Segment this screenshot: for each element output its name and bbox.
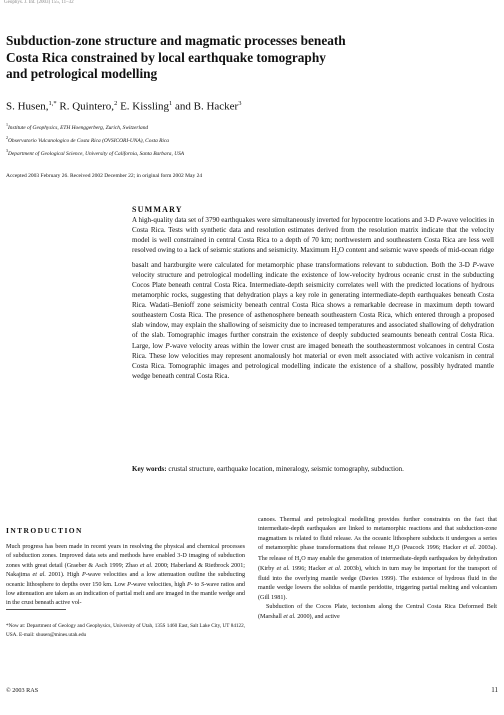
body-run: 2000; Haberland & Rietbrock 2001; Nakajima xyxy=(6,562,246,579)
affiliation-text: Observatorio Vulcanologico de Costa Rica (OVSICORI-UNA), Costa Rica xyxy=(8,137,169,144)
body-italic: et al. xyxy=(283,613,296,620)
body-italic: et al. xyxy=(462,545,477,552)
body-run: O (Peacock 1996; Hacker xyxy=(394,545,463,552)
abstract-run: -wave velocity areas within the lower crust are imaged beneath the southeasternmost volcanoes in central Costa Rica. These low velocities may represent anomalously hot material or even melt associated with active volcanism in central Costa Rica. Tomographic images and petrological modelling indicate the existence of a shallow, possibly hydrated mantle wedge beneath central Costa Rica. xyxy=(132,341,494,380)
affiliation xyxy=(6,120,184,133)
affiliation-text: Department of Geological Science, University of California, Santa Barbara, USA xyxy=(8,150,185,157)
author-name: R. Quintero, xyxy=(56,100,115,113)
title-line: Costa Rica constrained by local earthquake tomography xyxy=(6,49,326,65)
body-run: 1996; Hacker xyxy=(289,566,329,573)
introduction-left-column xyxy=(6,543,245,609)
author-affil-mark: 1,* xyxy=(48,100,57,107)
abstract-subscript: 2 xyxy=(336,251,339,257)
body-subscript: 2 xyxy=(299,558,302,564)
affiliation-number: 1 xyxy=(6,122,8,127)
author-list xyxy=(6,100,241,113)
affiliation-list xyxy=(6,120,184,159)
affiliation-text: Institute of Geophysics, ETH Hoenggerberg, Zurich, Switzerland xyxy=(8,124,149,131)
footnote-divider xyxy=(6,609,66,610)
body-run: -wave velocities, high xyxy=(130,581,188,588)
affiliation-number: 3 xyxy=(6,148,8,153)
keywords xyxy=(132,464,494,474)
body-run: -wave velocities and a low attenuation outline the subducting oceanic lithosphere to depths over 150 km. Low xyxy=(6,572,246,588)
paper-title xyxy=(6,33,476,83)
affiliation xyxy=(6,133,184,146)
body-italic: et al. xyxy=(328,566,342,573)
abstract-text xyxy=(132,215,494,381)
body-italic: S xyxy=(201,581,205,588)
author-affil-mark: 1 xyxy=(168,100,173,107)
body-run: 2001). High xyxy=(45,572,82,579)
body-italic: et al. xyxy=(32,572,46,579)
body-run: Subduction of the Cocos Plate, tectonism along the Central Costa Rica Deformed Belt (Marshall xyxy=(258,604,497,620)
abstract-run: -wave velocities in Costa Rica. Tests with synthetic data and resolution estimates derived from the resolution matrix indicate that the velocity model is well constrained in central Costa Rica to a depth of 70 km; northwestern and southeastern Costa Rica are less well resolved owing to a lack of seismic stations and seismicity. Maximum H xyxy=(132,216,494,255)
body-subscript: 2 xyxy=(392,547,395,553)
body-run: O may enable the generation of intermediate-depth earthquakes by dehydration (Kirby xyxy=(258,555,497,573)
affiliation xyxy=(6,146,184,159)
copyright-notice: © 2003 RAS xyxy=(6,687,39,694)
body-italic: P xyxy=(81,572,86,579)
body-run: 2003a). The release of H xyxy=(258,545,498,562)
author-name: S. Husen, xyxy=(6,100,49,113)
affiliation-number: 2 xyxy=(6,135,8,140)
body-run: 2003b), which in turn may be important for the transport of fluid into the overlying mantle wedge (Davies 1999). The existence of hydrous fluid in the mantle wedge lowers the solidus of mantle peridotite, triggering partial melting and volcanism (Gill 1981). xyxy=(258,566,498,601)
author-affil-mark: 3 xyxy=(238,100,242,107)
abstract-run: A high-quality data set of 3790 earthquakes were simultaneously inverted for hypocentre locations and 3-D xyxy=(132,216,437,224)
keywords-label: Key words: xyxy=(132,465,167,473)
abstract-run: -wave velocity structure and petrological modelling indicate the existence of low-velocity hydrous oceanic crust in the subducting Cocos Plate beneath central Costa Rica. Intermediate-depth seismicity correlates well with the predicted locations of hydrous metamorphic rocks, suggesting that dehydration plays a key role in generating intermediate-depth earthquakes beneath Costa Rica. Wadati–Benioff zone seismicity beneath central Costa Rica shows a remarkable decrease in maximum depth toward southeastern Costa Rica. The presence of asthenosphere beneath southeastern Costa Rica, which entered through a proposed slab window, may explain the shallowing of seismicity due to increased temperatures and associated shallowing of dehydration of the slab. Tomographic images further constrain the existence of deeply subducted seamounts beneath central Costa Rica. Large, low xyxy=(132,260,494,350)
body-italic: P xyxy=(127,581,131,588)
summary-heading: SUMMARY xyxy=(132,205,183,214)
footnote: *Now at: Department of Geology and Geophysics, University of Utah, 135S 1460 East, Salt Lake City, UT 84122, USA. E-mail: shusen@mines.utah.edu xyxy=(6,623,245,638)
body-run: - to xyxy=(190,581,201,588)
author-name: and B. Hacker xyxy=(172,100,239,113)
abstract-italic: P xyxy=(472,260,477,269)
body-italic: et al. xyxy=(139,562,153,569)
body-run: 2000), and active xyxy=(295,613,340,620)
body-run: canoes. Thermal and petrological modelling provides further constraints on the fact that intermediate-depth earthquakes are linked to metamorphic reactions and that subduction-zone magmatism is related to fluid release. As the oceanic lithosphere subducts it undergoes a series of metamorphic phase transformations that release H xyxy=(258,517,497,552)
title-line: Subduction-zone structure and magmatic processes beneath xyxy=(6,33,346,48)
body-italic: et al. xyxy=(276,566,290,573)
abstract-italic: P xyxy=(165,341,170,350)
author-affil-mark: 2 xyxy=(114,100,118,107)
author-name: E. Kissling xyxy=(117,100,169,113)
title-line: and petrological modelling xyxy=(6,66,158,81)
keywords-text: crustal structure, earthquake location, mineralogy, seismic tomography, subduction. xyxy=(166,465,404,473)
introduction-right-column xyxy=(258,516,497,622)
running-header: Geophys. J. Int. (2003) 155, 11–32 xyxy=(4,0,74,5)
abstract-run: O content and seismic wave speeds of mid-ocean ridge basalt and harzburgite were calculated for metamorphic phase transformations relevant to subduction. Both the 3-D xyxy=(132,246,495,269)
introduction-heading: INTRODUCTION xyxy=(6,526,83,535)
page-number: 11 xyxy=(491,686,498,694)
abstract-italic: P xyxy=(436,216,441,224)
body-run: Much progress has been made in recent years in resolving the physical and chemical processes of subduction zones. Improved data sets and methods have enabled 3-D imaging of subduction zones with great detail (Graeber & Asch 1999; Zhao xyxy=(6,544,245,569)
body-italic: P xyxy=(187,581,191,588)
publication-dates: Accepted 2003 February 26. Received 2002 December 22; in original form 2002 May 24 xyxy=(6,173,203,179)
body-run: -wave ratios and low attenuation are taken as an indication of partial melt and are imaged in the mantle wedge and in the crust beneath active vol- xyxy=(6,581,245,607)
